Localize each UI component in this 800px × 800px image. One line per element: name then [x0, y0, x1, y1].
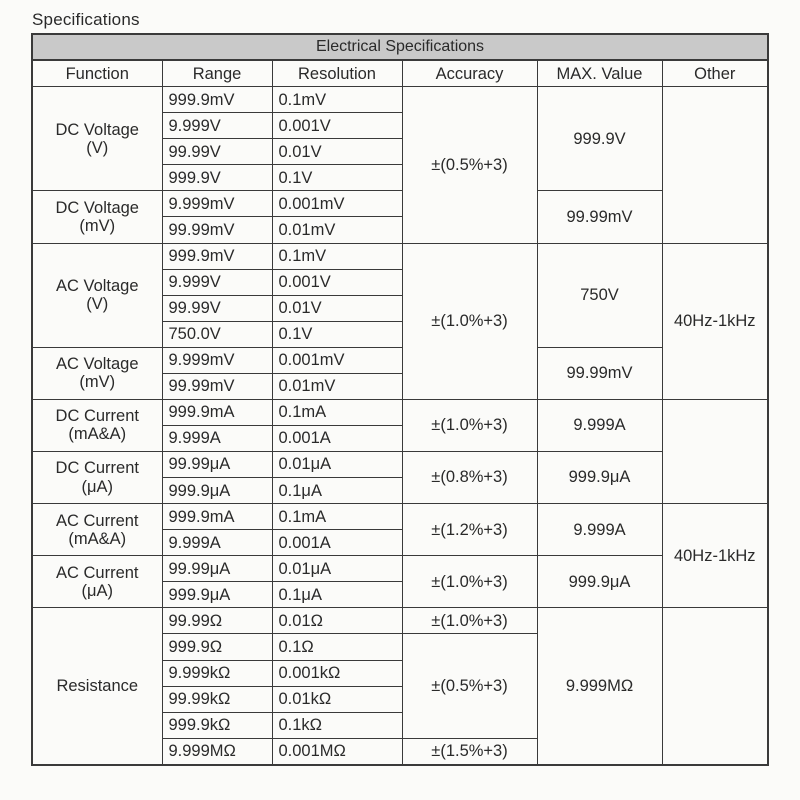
function-dc-current-ua: DC Current (μA) — [32, 452, 162, 504]
range-cell: 999.9mV — [162, 87, 272, 113]
range-cell: 99.99V — [162, 139, 272, 165]
range-cell: 9.999A — [162, 530, 272, 556]
function-ac-current-ua: AC Current (μA) — [32, 556, 162, 608]
resolution-cell: 0.001MΩ — [272, 738, 402, 765]
header-max-value: MAX. Value — [537, 60, 662, 87]
range-cell: 99.99mV — [162, 217, 272, 243]
max-value-cell: 99.99mV — [537, 347, 662, 399]
resolution-cell: 0.001mV — [272, 347, 402, 373]
resolution-cell: 0.01μA — [272, 452, 402, 478]
header-function: Function — [32, 60, 162, 87]
resolution-cell: 0.1Ω — [272, 634, 402, 660]
range-cell: 99.99kΩ — [162, 686, 272, 712]
resolution-cell: 0.01V — [272, 295, 402, 321]
other-cell: 40Hz-1kHz — [662, 504, 768, 608]
header-row — [32, 60, 768, 87]
resolution-cell: 0.1mV — [272, 87, 402, 113]
range-cell: 9.999V — [162, 269, 272, 295]
max-value-cell: 999.9μA — [537, 452, 662, 504]
resolution-cell: 0.01mV — [272, 373, 402, 399]
accuracy-cell: ±(1.0%+3) — [402, 399, 537, 451]
other-cell-empty — [662, 608, 768, 765]
range-cell: 999.9μA — [162, 478, 272, 504]
resolution-cell: 0.001V — [272, 113, 402, 139]
resolution-cell: 0.001A — [272, 425, 402, 451]
table-row — [32, 556, 768, 582]
table-title-row — [32, 34, 768, 60]
range-cell: 9.999kΩ — [162, 660, 272, 686]
max-value-cell: 9.999MΩ — [537, 608, 662, 765]
other-cell: 40Hz-1kHz — [662, 243, 768, 399]
max-value-cell: 9.999A — [537, 504, 662, 556]
resolution-cell: 0.1mA — [272, 399, 402, 425]
accuracy-cell: ±(1.0%+3) — [402, 243, 537, 399]
function-dc-voltage-v: DC Voltage (V) — [32, 87, 162, 191]
max-value-cell: 750V — [537, 243, 662, 347]
header-range: Range — [162, 60, 272, 87]
resolution-cell: 0.01mV — [272, 217, 402, 243]
accuracy-cell: ±(0.5%+3) — [402, 634, 537, 738]
function-ac-current-ma-a: AC Current (mA&A) — [32, 504, 162, 556]
resolution-cell: 0.1mV — [272, 243, 402, 269]
range-cell: 750.0V — [162, 321, 272, 347]
function-resistance: Resistance — [32, 608, 162, 765]
range-cell: 999.9mA — [162, 504, 272, 530]
range-cell: 999.9kΩ — [162, 712, 272, 738]
range-cell: 999.9mV — [162, 243, 272, 269]
range-cell: 999.9mA — [162, 399, 272, 425]
table-row — [32, 347, 768, 373]
specifications-table — [31, 33, 769, 766]
header-resolution: Resolution — [272, 60, 402, 87]
function-ac-voltage-v: AC Voltage (V) — [32, 243, 162, 347]
table-row — [32, 243, 768, 269]
resolution-cell: 0.01V — [272, 139, 402, 165]
resolution-cell: 0.1V — [272, 321, 402, 347]
resolution-cell: 0.1V — [272, 165, 402, 191]
range-cell: 9.999mV — [162, 191, 272, 217]
other-cell-empty — [662, 399, 768, 503]
resolution-cell: 0.001V — [272, 269, 402, 295]
table-title: Electrical Specifications — [32, 34, 768, 60]
other-cell-empty — [662, 87, 768, 243]
range-cell: 99.99μA — [162, 452, 272, 478]
table-row — [32, 452, 768, 478]
resolution-cell: 0.001A — [272, 530, 402, 556]
function-dc-current-ma-a: DC Current (mA&A) — [32, 399, 162, 451]
range-cell: 99.99V — [162, 295, 272, 321]
range-cell: 999.9μA — [162, 582, 272, 608]
range-cell: 999.9Ω — [162, 634, 272, 660]
resolution-cell: 0.1mA — [272, 504, 402, 530]
resolution-cell: 0.1μA — [272, 582, 402, 608]
resolution-cell: 0.01kΩ — [272, 686, 402, 712]
table-row — [32, 608, 768, 634]
table-row — [32, 399, 768, 425]
range-cell: 999.9V — [162, 165, 272, 191]
max-value-cell: 99.99mV — [537, 191, 662, 243]
accuracy-cell: ±(1.0%+3) — [402, 608, 537, 634]
range-cell: 9.999MΩ — [162, 738, 272, 765]
range-cell: 9.999A — [162, 425, 272, 451]
resolution-cell: 0.001kΩ — [272, 660, 402, 686]
header-other: Other — [662, 60, 768, 87]
range-cell: 9.999mV — [162, 347, 272, 373]
max-value-cell: 9.999A — [537, 399, 662, 451]
resolution-cell: 0.01μA — [272, 556, 402, 582]
function-dc-voltage-mv: DC Voltage (mV) — [32, 191, 162, 243]
accuracy-cell: ±(0.8%+3) — [402, 452, 537, 504]
resolution-cell: 0.1kΩ — [272, 712, 402, 738]
function-ac-voltage-mv: AC Voltage (mV) — [32, 347, 162, 399]
section-heading: Specifications — [32, 10, 140, 29]
max-value-cell: 999.9V — [537, 87, 662, 191]
table-row — [32, 504, 768, 530]
range-cell: 99.99μA — [162, 556, 272, 582]
range-cell: 9.999V — [162, 113, 272, 139]
table-row — [32, 191, 768, 217]
accuracy-cell: ±(1.2%+3) — [402, 504, 537, 556]
table-row — [32, 87, 768, 113]
header-accuracy: Accuracy — [402, 60, 537, 87]
resolution-cell: 0.001mV — [272, 191, 402, 217]
resolution-cell: 0.1μA — [272, 478, 402, 504]
range-cell: 99.99mV — [162, 373, 272, 399]
max-value-cell: 999.9μA — [537, 556, 662, 608]
range-cell: 99.99Ω — [162, 608, 272, 634]
resolution-cell: 0.01Ω — [272, 608, 402, 634]
accuracy-cell: ±(1.5%+3) — [402, 738, 537, 765]
accuracy-cell: ±(1.0%+3) — [402, 556, 537, 608]
accuracy-cell: ±(0.5%+3) — [402, 87, 537, 243]
